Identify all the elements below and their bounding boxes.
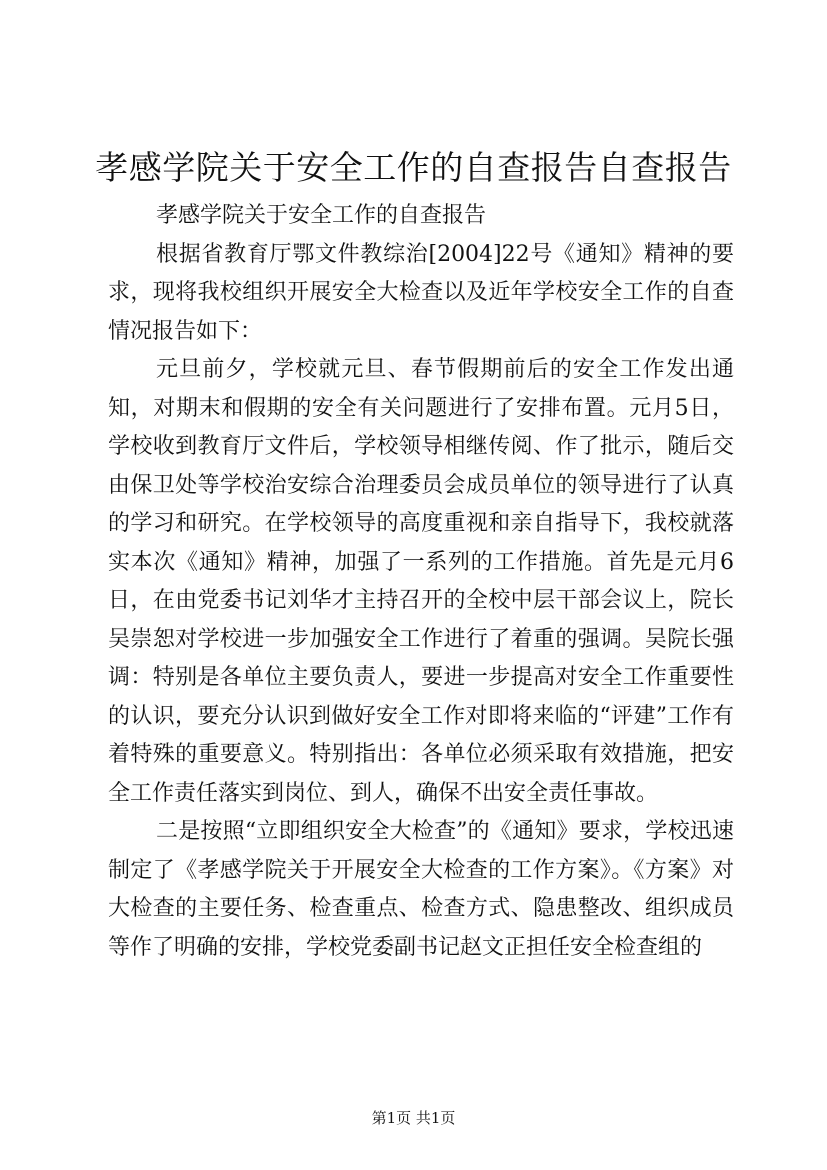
paragraph-second-point: 二是按照“立即组织安全大检查”的《通知》要求，学校迅速制定了《孝感学院关于开展安全大检查的工作方案》。《方案》对大检查的主要任务、检查重点、检查方式、隐患整改、组织成员等作了明确的安排，学校党委副书记赵文正担任安全检查组的 (108, 819, 734, 960)
document-body (108, 197, 734, 967)
paragraph-subtitle: 孝感学院关于安全工作的自查报告 (156, 203, 487, 228)
document-title: 孝感学院关于安全工作的自查报告自查报告 (95, 148, 732, 187)
paragraph-intro: 根据省教育厅鄂文件教综治[2004]22号《通知》精神的要求，现将我校组织开展安全大检查以及近年学校安全工作的自查情况报告如下： (108, 241, 734, 344)
page-footer: 第1页 共1页 (371, 1109, 456, 1127)
paragraph-new-year: 元旦前夕，学校就元旦、春节假期前后的安全工作发出通知，对期末和假期的安全有关问题进行了安排布置。元月5日，学校收到教育厅文件后，学校领导相继传阅、作了批示，随后交由保卫处等学校治安综合治理委员会成员单位的领导进行了认真的学习和研究。在学校领导的高度重视和亲自指导下，我校就落实本次《通知》精神，加强了一系列的工作措施。首先是元月6日，在由党委书记刘华才主持召开的全校中层干部会议上，院长吴崇恕对学校进一步加强安全工作进行了着重的强调。吴院长强调：特别是各单位主要负责人，要进一步提高对安全工作重要性的认识，要充分认识到做好安全工作对即将来临的“评建”工作有着特殊的重要意义。特别指出：各单位必须采取有效措施，把安全工作责任落实到岗位、到人，确保不出安全责任事故。 (108, 357, 734, 806)
